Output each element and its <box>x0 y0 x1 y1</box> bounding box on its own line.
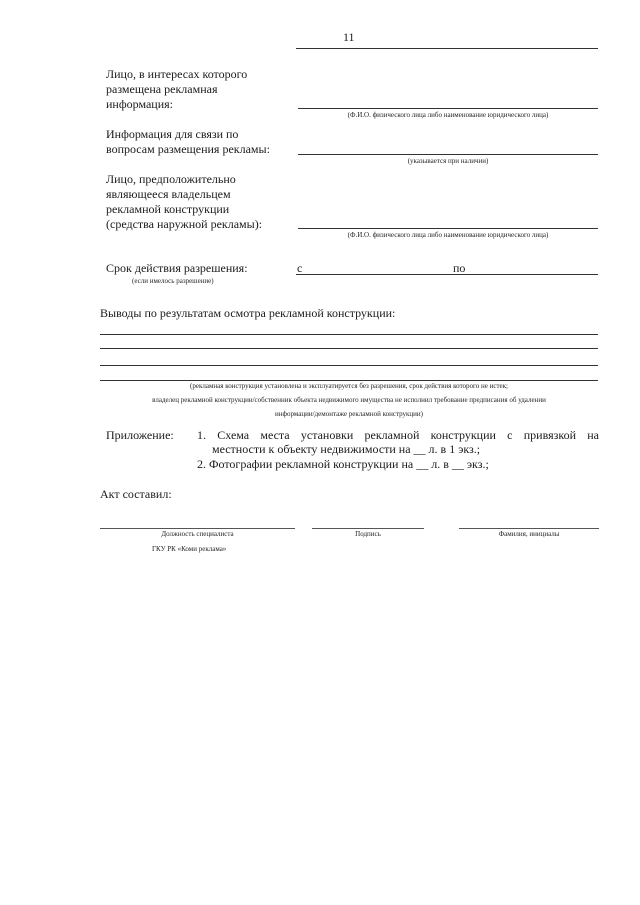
page-number: 11 <box>343 30 355 44</box>
signature-caption: Подпись <box>355 530 381 538</box>
conclusions-line-2[interactable] <box>100 348 598 349</box>
act-compiled-label: Акт составил: <box>100 487 172 501</box>
conclusions-line-4[interactable] <box>100 380 598 381</box>
permit-from-label: с <box>297 261 303 275</box>
permit-label: Срок действия разрешения: <box>106 261 248 275</box>
appendix-item-2: 2. Фотографии рекламной конструкции на __ л. в __ экз.; <box>197 457 489 471</box>
permit-date-field[interactable] <box>296 274 598 275</box>
name-caption: Фамилия, инициалы <box>498 530 560 538</box>
appendix-label: Приложение: <box>106 428 174 442</box>
appendix-item-1-line-2: местности к объекту недвижимости на __ л. в 1 экз.; <box>212 442 481 456</box>
presumed-owner-label: Лицо, предположительно являющееся владельцем рекламной конструкции (средства наружной рекламы): <box>106 172 263 231</box>
presumed-owner-caption: (Ф.И.О. физического лица либо наименование юридического лица) <box>347 231 549 239</box>
appendix-item-1-line-1: 1. Схема места установки рекламной конструкции с привязкой на <box>197 428 599 442</box>
conclusions-label: Выводы по результатам осмотра рекламной конструкции: <box>100 306 396 320</box>
person-interest-caption: (Ф.И.О. физического лица либо наименование юридического лица) <box>347 111 549 119</box>
name-field[interactable] <box>459 528 599 529</box>
top-rule <box>296 48 598 49</box>
conclusions-line-3[interactable] <box>100 365 598 366</box>
contact-info-caption: (указывается при наличии) <box>407 157 489 165</box>
contact-info-field[interactable] <box>298 154 598 155</box>
conclusions-caption-1: (рекламная конструкция установлена и эксплуатируется без разрешения, срок действия которого не истек; <box>190 382 508 390</box>
conclusions-caption-2: владелец рекламной конструкции/собственник объекта недвижимого имущества не исполнил требование предписания об удалении <box>152 396 546 404</box>
position-caption: Должность специалиста <box>161 530 234 538</box>
person-interest-label: Лицо, в интересах которого размещена рекламная информация: <box>106 67 248 111</box>
presumed-owner-field[interactable] <box>298 228 598 229</box>
position-field[interactable] <box>100 528 295 529</box>
conclusions-line-1[interactable] <box>100 334 598 335</box>
organization-name: ГКУ РК «Коми реклама» <box>152 545 227 553</box>
conclusions-caption-3: информации/демонтаже рекламной конструкции) <box>275 410 423 418</box>
signature-field[interactable] <box>312 528 424 529</box>
contact-info-label: Информация для связи по вопросам размещения рекламы: <box>106 127 270 156</box>
person-interest-field[interactable] <box>298 108 598 109</box>
permit-to-label: по <box>453 261 466 275</box>
permit-note: (если имелось разрешение) <box>132 277 214 285</box>
